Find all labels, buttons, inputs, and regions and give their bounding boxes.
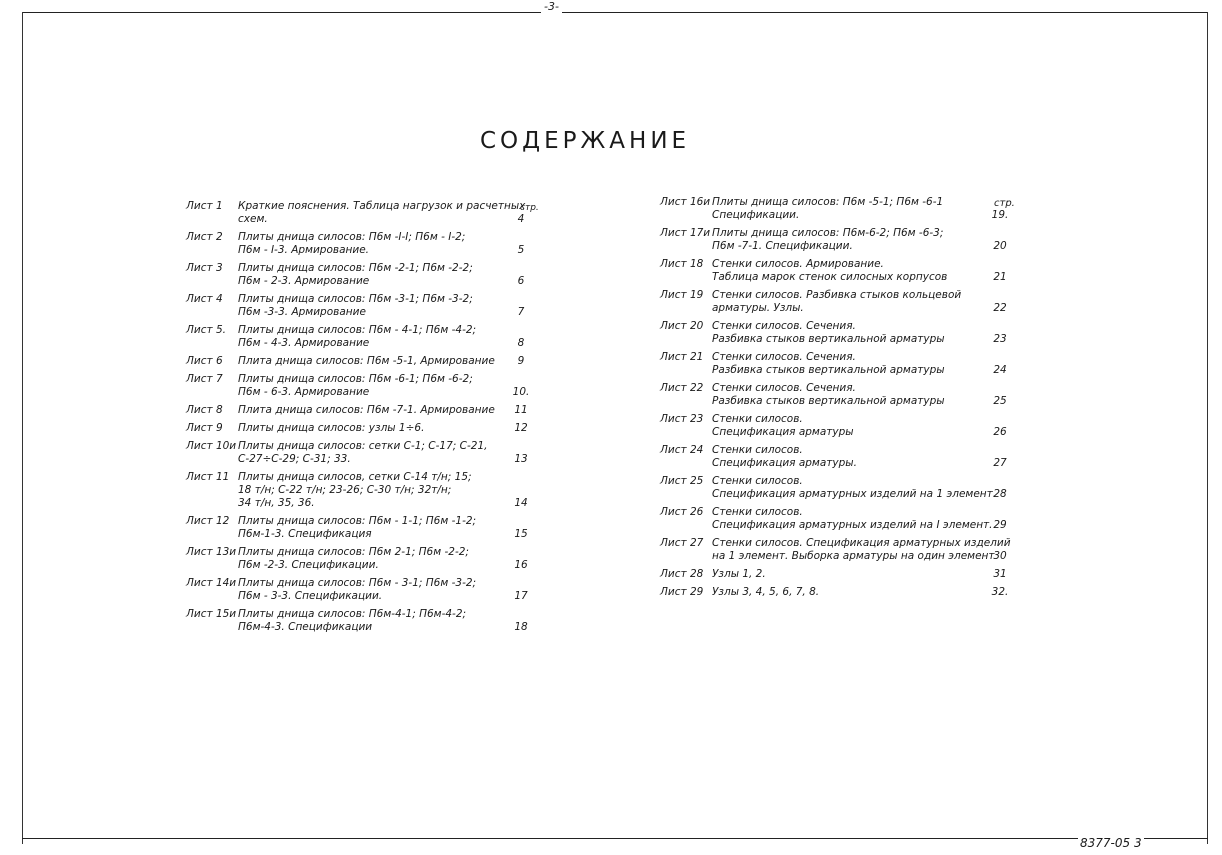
- sheet-number: Лист 28: [660, 568, 704, 580]
- entry-description: [238, 471, 506, 510]
- entry-page-number: 21: [993, 271, 1007, 283]
- description-line: П6м - 3-3. Спецификации.: [238, 590, 383, 602]
- entry-page-number: 6: [517, 275, 525, 287]
- sheet-number: Лист 6: [186, 355, 223, 367]
- sheet-number: Лист 14и: [186, 577, 237, 589]
- entry-page-number: 27: [993, 457, 1007, 469]
- entry-page-number: 22: [993, 302, 1007, 314]
- description-line: П6м-4-3. Спецификации: [238, 621, 373, 633]
- description-line: П6м - 4-3. Армирование: [238, 337, 370, 349]
- description-line: Узлы 1, 2.: [712, 568, 766, 580]
- sheet-number: Лист 11: [186, 471, 230, 483]
- page-column-header-left: стр.: [520, 203, 539, 213]
- entry-page-number: 24: [993, 364, 1007, 376]
- contents-entry: [660, 351, 1020, 377]
- sheet-number: Лист 18: [660, 258, 704, 270]
- entry-page-number: 31: [993, 568, 1007, 580]
- sheet-number: Лист 23: [660, 413, 704, 425]
- contents-entry: [186, 515, 536, 541]
- entry-page-number: 30: [993, 550, 1007, 562]
- description-line: Плиты днища силосов: П6м -6-1; П6м -6-2;: [238, 373, 473, 385]
- description-line: Стенки силосов. Сечения.: [712, 351, 856, 363]
- entry-page-number: 15: [514, 528, 528, 540]
- entry-description: [238, 293, 506, 319]
- description-line: Плиты днища силосов: П6м -I-I; П6м - I-2;: [238, 231, 466, 243]
- sheet-number: Лист 21: [660, 351, 704, 363]
- description-line: арматуры. Узлы.: [712, 302, 804, 314]
- contents-entry: [660, 568, 1020, 581]
- description-line: Плиты днища силосов: П6м - 3-1; П6м -3-2;: [238, 577, 477, 589]
- description-line: П6м - 6-3. Армирование: [238, 386, 370, 398]
- description-line: П6м -7-1. Спецификации.: [712, 240, 853, 252]
- contents-entry: [186, 440, 536, 466]
- sheet-number: Лист 17и: [660, 227, 711, 239]
- description-line: 18 т/н; С-22 т/н; 23-26; С-30 т/н; 32т/н;: [238, 484, 452, 496]
- contents-entry: [186, 262, 536, 288]
- entry-description: [238, 373, 506, 399]
- description-line: Стенки силосов. Разбивка стыков кольцевой: [712, 289, 962, 301]
- frame-right-border: [1207, 12, 1208, 844]
- contents-entry: [660, 537, 1020, 563]
- contents-entry: [186, 355, 536, 368]
- contents-entry: [186, 231, 536, 257]
- entry-description: [712, 382, 980, 408]
- sheet-number: Лист 15и: [186, 608, 237, 620]
- description-line: схем.: [238, 213, 268, 225]
- description-line: Плиты днища силосов: П6м -2-1; П6м -2-2;: [238, 262, 473, 274]
- description-line: С-27÷С-29; С-31; 33.: [238, 453, 351, 465]
- contents-entry: [186, 324, 536, 350]
- entry-page-number: 17: [514, 590, 528, 602]
- sheet-number: Лист 1: [186, 200, 223, 212]
- entry-description: [712, 320, 980, 346]
- frame-bottom-border: [22, 838, 1208, 839]
- entry-page-number: 18: [514, 621, 528, 633]
- entry-description: [238, 577, 506, 603]
- entry-page-number: 25: [993, 395, 1007, 407]
- entry-page-number: 11: [514, 404, 528, 416]
- description-line: Плита днища силосов: П6м -5-1, Армирование: [238, 355, 495, 367]
- sheet-number: Лист 10и: [186, 440, 237, 452]
- entry-description: [712, 475, 997, 501]
- description-line: Плиты днища силосов: узлы 1÷6.: [238, 422, 425, 434]
- entry-page-number: 5: [517, 244, 525, 256]
- description-line: П6м - 2-3. Армирование: [238, 275, 370, 287]
- sheet-number: Лист 13и: [186, 546, 237, 558]
- entry-description: [712, 568, 980, 581]
- description-line: Плиты днища силосов: П6м - 4-1; П6м -4-2;: [238, 324, 477, 336]
- contents-left-column: [186, 200, 536, 639]
- description-line: Плиты днища силосов, сетки С-14 т/н; 15;: [238, 471, 472, 483]
- description-line: Таблица марок стенок силосных корпусов: [712, 271, 948, 283]
- description-line: Стенки силосов.: [712, 506, 803, 518]
- entry-page-number: 9: [517, 355, 525, 367]
- sheet-number: Лист 25: [660, 475, 704, 487]
- description-line: П6м - I-3. Армирование.: [238, 244, 369, 256]
- description-line: Плиты днища силосов: П6м 2-1; П6м -2-2;: [238, 546, 469, 558]
- contents-entry: [660, 475, 1020, 501]
- sheet-number: Лист 3: [186, 262, 223, 274]
- entry-page-number: 28: [993, 488, 1007, 500]
- description-line: Плиты днища силосов: П6м -5-1; П6м -6-1: [712, 196, 944, 208]
- description-line: Разбивка стыков вертикальной арматуры: [712, 395, 945, 407]
- entry-description: [712, 413, 980, 439]
- entry-description: [238, 422, 506, 435]
- description-line: Разбивка стыков вертикальной арматуры: [712, 333, 945, 345]
- description-line: Спецификации.: [712, 209, 800, 221]
- description-line: Стенки силосов.: [712, 413, 803, 425]
- contents-entry: [660, 227, 1020, 253]
- description-line: Стенки силосов.: [712, 444, 803, 456]
- sheet-number: Лист 29: [660, 586, 704, 598]
- description-line: П6м-1-3. Спецификация: [238, 528, 372, 540]
- entry-description: [238, 324, 506, 350]
- entry-page-number: 29: [993, 519, 1007, 531]
- description-line: Спецификация арматурных изделий на I элемент.: [712, 519, 993, 531]
- sheet-number: Лист 12: [186, 515, 230, 527]
- description-line: Стенки силосов. Сечения.: [712, 320, 856, 332]
- contents-entry: [660, 258, 1020, 284]
- entry-page-number: 20: [993, 240, 1007, 252]
- entry-page-number: 7: [517, 306, 525, 318]
- description-line: Краткие пояснения. Таблица нагрузок и расчетных: [238, 200, 526, 212]
- description-line: Плиты днища силосов: П6м - 1-1; П6м -1-2;: [238, 515, 477, 527]
- entry-page-number: 19.: [991, 209, 1009, 221]
- description-line: Плита днища силосов: П6м -7-1. Армирование: [238, 404, 495, 416]
- entry-description: [238, 546, 506, 572]
- entry-description: [712, 196, 980, 222]
- description-line: Стенки силосов. Спецификация арматурных изделий: [712, 537, 1011, 549]
- sheet-number: Лист 20: [660, 320, 704, 332]
- entry-page-number: 14: [514, 497, 528, 509]
- description-line: Стенки силосов. Армирование.: [712, 258, 884, 270]
- entry-page-number: 12: [514, 422, 528, 434]
- description-line: Плиты днища силосов: П6м -3-1; П6м -3-2;: [238, 293, 473, 305]
- description-line: Узлы 3, 4, 5, 6, 7, 8.: [712, 586, 820, 598]
- sheet-number: Лист 16и: [660, 196, 711, 208]
- entry-description: [238, 200, 526, 226]
- sheet-number: Лист 9: [186, 422, 223, 434]
- description-line: Разбивка стыков вертикальной арматуры: [712, 364, 945, 376]
- contents-right-column: [660, 196, 1020, 604]
- contents-entry: [660, 320, 1020, 346]
- description-line: Спецификация арматуры.: [712, 457, 857, 469]
- entry-page-number: 32.: [991, 586, 1009, 598]
- description-line: П6м -3-3. Армирование: [238, 306, 366, 318]
- entry-description: [712, 258, 980, 284]
- frame-left-border: [22, 12, 23, 844]
- contents-entry: [660, 444, 1020, 470]
- page-column-header-right: стр.: [994, 198, 1015, 209]
- contents-entry: [186, 608, 536, 634]
- sheet-number: Лист 22: [660, 382, 704, 394]
- entry-page-number: 16: [514, 559, 528, 571]
- contents-entry: [660, 413, 1020, 439]
- contents-entry: [186, 293, 536, 319]
- sheet-number: Лист 24: [660, 444, 704, 456]
- contents-entry: [186, 373, 536, 399]
- contents-entry: [660, 586, 1020, 599]
- description-line: Стенки силосов.: [712, 475, 803, 487]
- entry-description: [238, 440, 506, 466]
- entry-description: [712, 506, 993, 532]
- contents-entry: [186, 577, 536, 603]
- entry-description: [712, 351, 980, 377]
- description-line: на 1 элемент. Выборка арматуры на один элемент: [712, 550, 995, 562]
- entry-page-number: 23: [993, 333, 1007, 345]
- entry-page-number: 8: [517, 337, 525, 349]
- description-line: 34 т/н, 35, 36.: [238, 497, 315, 509]
- contents-entry: [660, 382, 1020, 408]
- description-line: П6м -2-3. Спецификации.: [238, 559, 379, 571]
- sheet-number: Лист 5.: [186, 324, 226, 336]
- sheet-number: Лист 8: [186, 404, 223, 416]
- contents-entry: [186, 200, 536, 226]
- sheet-number: Лист 2: [186, 231, 223, 243]
- contents-entry: [186, 422, 536, 435]
- page-title: СОДЕРЖАНИЕ: [480, 128, 691, 154]
- entry-page-number: 26: [993, 426, 1007, 438]
- contents-entry: [186, 404, 536, 417]
- entry-description: [238, 262, 506, 288]
- contents-entry: [660, 289, 1020, 315]
- entry-description: [712, 586, 980, 599]
- entry-page-number: 10.: [512, 386, 530, 398]
- entry-description: [238, 231, 506, 257]
- frame-top-border: [22, 12, 1208, 13]
- sheet-number: Лист 27: [660, 537, 704, 549]
- contents-entry: [660, 506, 1020, 532]
- sheet-number: Лист 7: [186, 373, 223, 385]
- description-line: Стенки силосов. Сечения.: [712, 382, 856, 394]
- description-line: Плиты днища силосов: П6м-4-1; П6м-4-2;: [238, 608, 467, 620]
- entry-description: [238, 404, 506, 417]
- contents-entry: [660, 196, 1020, 222]
- entry-page-number: 13: [514, 453, 528, 465]
- description-line: Плиты днища силосов: сетки С-1; С-17; С-21,: [238, 440, 488, 452]
- page-number: -3-: [541, 0, 562, 13]
- contents-entry: [186, 471, 536, 510]
- entry-description: [712, 227, 980, 253]
- entry-description: [238, 515, 506, 541]
- document-stamp: 8377-05 3: [1080, 836, 1142, 850]
- sheet-number: Лист 4: [186, 293, 223, 305]
- entry-description: [238, 355, 506, 368]
- description-line: Спецификация арматурных изделий на 1 элемент.: [712, 488, 997, 500]
- entry-description: [712, 444, 980, 470]
- entry-description: [712, 289, 980, 315]
- sheet-number: Лист 26: [660, 506, 704, 518]
- description-line: Плиты днища силосов: П6м-6-2; П6м -6-3;: [712, 227, 944, 239]
- entry-page-number: 4: [517, 213, 525, 225]
- contents-entry: [186, 546, 536, 572]
- entry-description: [238, 608, 506, 634]
- sheet-number: Лист 19: [660, 289, 704, 301]
- description-line: Спецификация арматуры: [712, 426, 854, 438]
